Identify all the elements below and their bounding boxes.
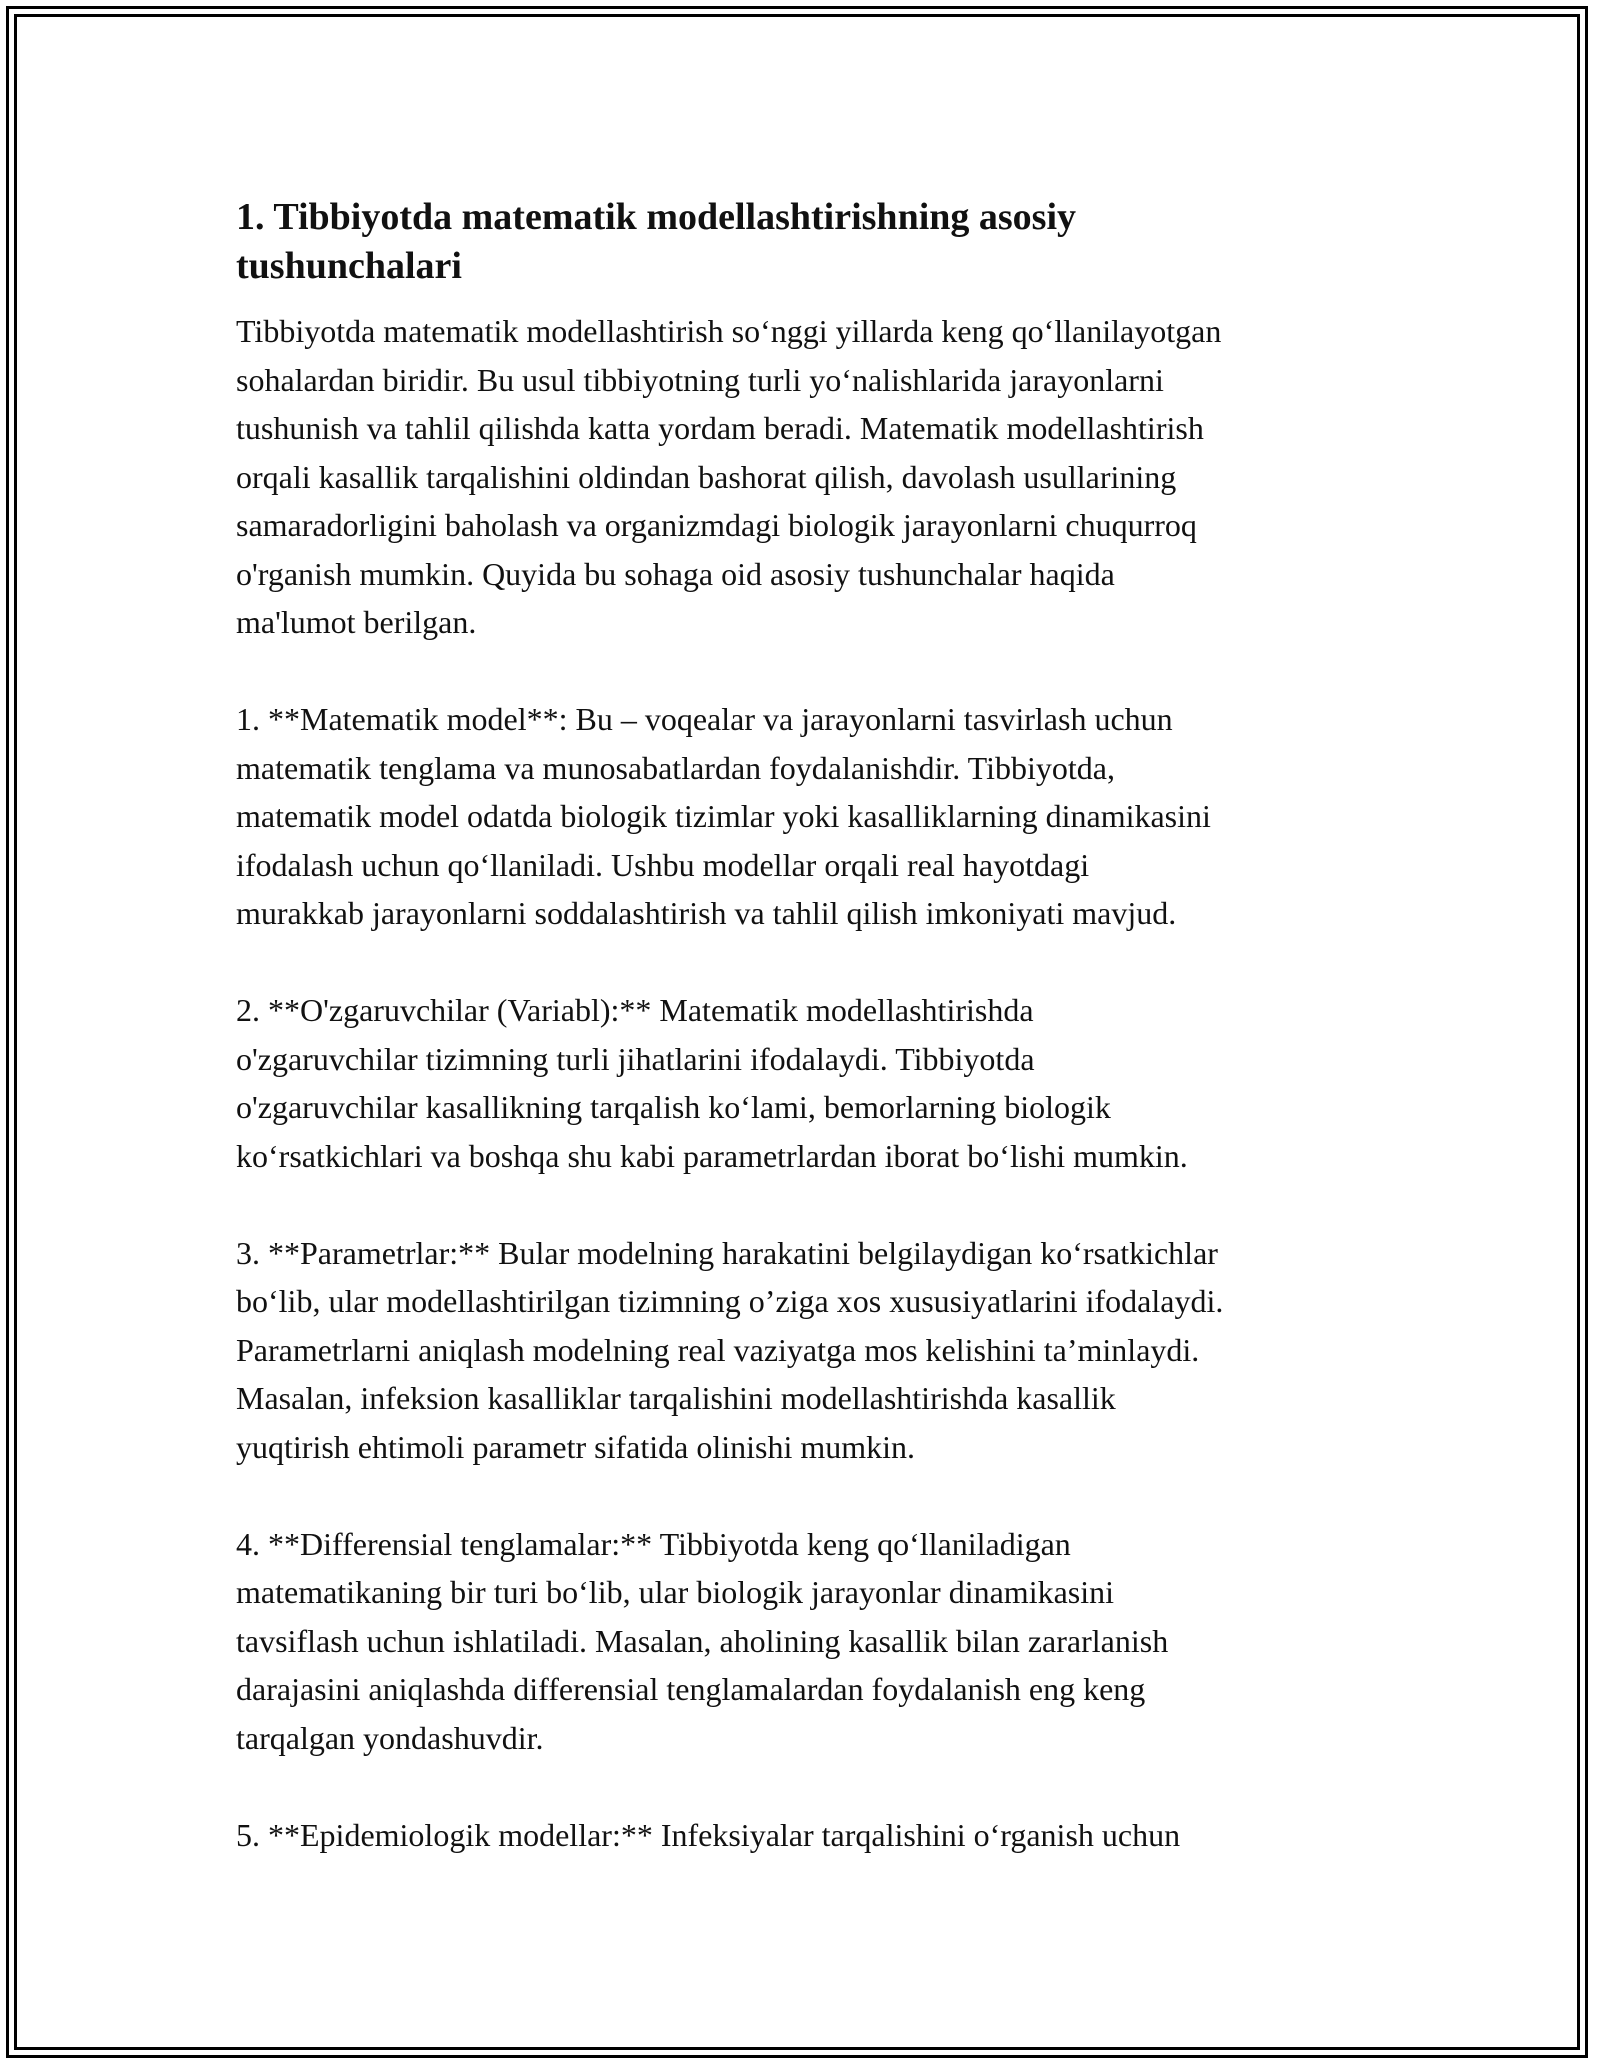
paragraph-gap	[236, 938, 1376, 987]
paragraph-line: Masalan, infeksion kasalliklar tarqalishini modellashtirishda kasallik	[236, 1380, 1116, 1416]
paragraph-line: matematik tenglama va munosabatlardan foydalanishdir. Tibbiyotda,	[236, 749, 1115, 786]
heading-line: tushunchalari	[236, 244, 462, 287]
paragraph-line: o'rganish mumkin. Quyida bu sohaga oid asosiy tushunchalar haqida	[236, 555, 1115, 592]
paragraph-line: 4. **Differensial tenglamalar:** Tibbiyotda keng qo‘llaniladigan	[236, 1525, 1071, 1562]
paragraph-line: sohalardan biridir. Bu usul tibbiyotning turli yo‘nalishlarida jarayonlarni	[236, 361, 1164, 398]
paragraph-line: Parametrlarni aniqlash modelning real vaziyatga mos kelishini ta’minlaydi.	[236, 1331, 1200, 1368]
paragraph-line: matematik model odatda biologik tizimlar yoki kasalliklarning dinamikasini	[236, 798, 1211, 834]
paragraph-line: o'zgaruvchilar tizimning turli jihatlarini ifodalaydi. Tibbiyotda	[236, 1040, 1035, 1077]
paragraph-line: tarqalgan yondashuvdir.	[236, 1719, 544, 1756]
paragraph-gap	[236, 1180, 1376, 1229]
paragraph-line: Tibbiyotda matematik modellashtirish so‘nggi yillarda keng qo‘llanilayotgan	[236, 313, 1222, 349]
paragraph-line: ma'lumot berilgan.	[236, 604, 477, 640]
paragraph-line: yuqtirish ehtimoli parametr sifatida olinishi mumkin.	[236, 1428, 916, 1465]
paragraph-line: bo‘lib, ular modellashtirilgan tizimning o’ziga xos xususiyatlarini ifodalaydi.	[236, 1283, 1224, 1319]
paragraph-line: 3. **Parametrlar:** Bular modelning harakatini belgilaydigan ko‘rsatkichlar	[236, 1234, 1218, 1271]
paragraph-gap	[236, 1762, 1376, 1811]
paragraph-gap	[236, 647, 1376, 696]
paragraph-line: 1. **Matematik model**: Bu – voqealar va jarayonlarni tasvirlash uchun	[236, 701, 1173, 737]
paragraph-line: tavsiflash uchun ishlatiladi. Masalan, aholining kasallik bilan zararlanish	[236, 1622, 1169, 1659]
paragraph-line: murakkab jarayonlarni soddalashtirish va tahlil qilish imkoniyati mavjud.	[236, 895, 1177, 931]
list-item-parametrlar	[236, 1229, 1376, 1472]
paragraph-gap	[236, 1471, 1376, 1520]
list-item-differensial-tenglamalar	[236, 1520, 1376, 1763]
paragraph-line: orqali kasallik tarqalishini oldindan bashorat qilish, davolash usullarining	[236, 458, 1177, 495]
paragraph-line: 5. **Epidemiologik modellar:** Infeksiyalar tarqalishini o‘rganish uchun	[236, 1816, 1181, 1853]
section-heading	[236, 190, 1376, 287]
paragraph-line: ko‘rsatkichlari va boshqa shu kabi parametrlardan iborat bo‘lishi mumkin.	[236, 1137, 1188, 1174]
paragraph-line: ifodalash uchun qo‘llaniladi. Ushbu modellar orqali real hayotdagi	[236, 846, 1090, 883]
list-item-matematik-model	[236, 695, 1376, 938]
intro-paragraph	[236, 307, 1376, 647]
list-item-epidemiologik-modellar	[236, 1811, 1376, 1860]
paragraph-line: matematikaning bir turi bo‘lib, ular biologik jarayonlar dinamikasini	[236, 1574, 1115, 1610]
paragraph-line: tushunish va tahlil qilishda katta yordam beradi. Matematik modellashtirish	[236, 410, 1204, 446]
paragraph-line: darajasini aniqlashda differensial tenglamalardan foydalanish eng keng	[236, 1671, 1146, 1707]
heading-line: 1. Tibbiyotda matematik modellashtirishning asosiy	[236, 196, 1077, 238]
document-body	[236, 190, 1376, 1859]
paragraph-line: samaradorligini baholash va organizmdagi biologik jarayonlarni chuqurroq	[236, 507, 1197, 543]
paragraph-line: 2. **O'zgaruvchilar (Variabl):** Matematik modellashtirishda	[236, 992, 1034, 1028]
list-item-ozgaruvchilar	[236, 986, 1376, 1180]
paragraph-line: o'zgaruvchilar kasallikning tarqalish ko‘lami, bemorlarning biologik	[236, 1089, 1111, 1125]
